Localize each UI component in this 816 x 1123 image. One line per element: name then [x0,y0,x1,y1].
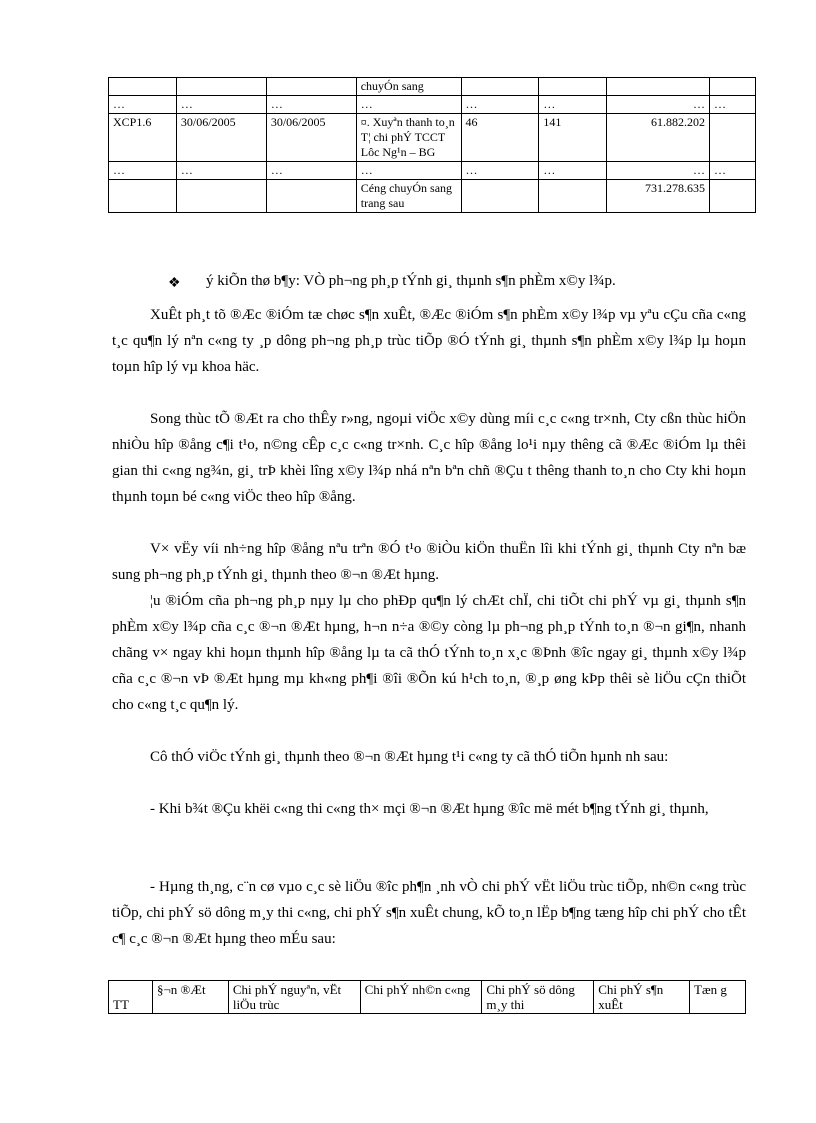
paragraph-6: - Khi b¾t ®Çu khëi c«ng thi c«ng th× mçi ®¬n ®Æt hµng ®îc më mét b¶ng tÝnh gi¸ thµnh, [150,801,709,817]
table-cell: XCP1.6 [109,114,177,162]
table-cell [109,78,177,96]
table-cell: … [109,162,177,180]
table-row [109,96,756,114]
paragraph-1: XuÊt ph¸t tõ ®Æc ®iÓm tæ chøc s¶n xuÊt, ®Æc ®iÓm s¶n phÈm x©y l¾p vµ yªu cÇu cña c«ng t¸c qu¶n lý nªn c«ng ty ¸p dông ph¬ng ph¸p trùc tiÕp ®Ó tÝnh gi¸ thµnh s¶n phÈm x©y l¾p lµ hoµn toµn hîp lý vµ khoa häc. [112,307,746,375]
paragraph-7: - Hµng th¸ng, c¨n cø vµo c¸c sè liÖu ®îc ph¶n ¸nh vÒ chi phÝ vËt liÖu trùc tiÕp, nh©n c«ng trùc tiÕp, chi phÝ sö dông m¸y thi c«ng, chi phÝ s¶n xuÊt chung, kÕ to¸n lËp b¶ng tæng hîp chi phÝ cho tÊt c¶ c¸c ®¬n ®Æt hµng theo mÉu sau: [112,879,746,947]
table-row [109,180,756,213]
table-cell [710,78,756,96]
table-cell: 30/06/2005 [266,114,356,162]
ledger-table [108,77,756,213]
table-cell: … [109,96,177,114]
table-cell: ¤. Xuyªn thanh to¸n T¦ chi phÝ TCCT Lôc Ng¹n – BG [356,114,461,162]
table-cell: 46 [461,114,539,162]
paragraph-2: Song thùc tÕ ®Æt ra cho thÊy r»ng, ngoµi viÖc x©y dùng míi c¸c c«ng tr×nh, Cty cßn thùc hiÖn nhiÒu hîp ®ång c¶i t¹o, n©ng cÊp c¸c c«ng tr×nh. C¸c hîp ®ång lo¹i nµy thêng cã ®Æc ®iÓm lµ thêi gian thi c«ng ng¾n, gi¸ trÞ khèi lîng x©y l¾p nhá nªn bªn chñ ®Çu t thêng thanh to¸n cho Cty khi hoµn thµnh toµn bé c«ng viÖc theo hîp ®ång. [112,411,746,505]
column-header: TT [109,981,153,1014]
opinion-heading: ý kiÕn thø b¶y: VÒ ph¬ng ph¸p tÝnh gi¸ thµnh s¶n phÈm x©y l¾p. [206,273,616,289]
table-cell: 141 [539,114,607,162]
table-cell: Céng chuyÓn sang trang sau [356,180,461,213]
column-header: Chi phÝ nguyªn, vËt liÖu trùc [228,981,360,1014]
table-cell: 30/06/2005 [176,114,266,162]
table-cell: … [710,162,756,180]
table-cell: … [461,96,539,114]
table-cell: … [607,162,710,180]
table-cell [539,180,607,213]
table-cell: … [539,162,607,180]
table-cell [266,78,356,96]
table-cell [176,180,266,213]
table-cell [539,78,607,96]
table-cell: … [356,96,461,114]
paragraph-4: ¦u ®iÓm cña ph¬ng ph¸p nµy lµ cho phÐp qu¶n lý chÆt chÏ, chi tiÕt chi phÝ vµ gi¸ thµnh s¶n phÈm x©y l¾p cña c¸c ®¬n ®Æt hµng, h¬n n÷a ®©y còng lµ ph¬ng ph¸p tÝnh to¸n ®¬n gi¶n, nhanh chãng v× ngay khi hoµn thµnh hîp ®ång lµ ta cã thÓ tÝnh to¸n x¸c ®Þnh ®îc ngay gi¸ thµnh x©y l¾p cña c¸c ®¬n vÞ ®Æt hµng mµ kh«ng ph¶i ®îi ®Õn kú h¹ch to¸n, ®¸p øng kÞp thêi sè liÖu cÇn thiÕt cho c«ng t¸c qu¶n lý. [112,593,746,713]
column-header: Chi phÝ s¶n xuÊt [594,981,690,1014]
table-cell [109,180,177,213]
table-cell: … [461,162,539,180]
table-cell [607,78,710,96]
column-header: Chi phÝ sö dông m¸y thi [482,981,594,1014]
table-row [109,78,756,96]
table-row [109,114,756,162]
table-cell: chuyÓn sang [356,78,461,96]
table-cell [461,180,539,213]
paragraph-5: Cô thÓ viÖc tÝnh gi¸ thµnh theo ®¬n ®Æt hµng t¹i c«ng ty cã thÓ tiÕn hµnh nh sau: [150,749,669,765]
table-cell: … [176,96,266,114]
table-cell: … [176,162,266,180]
table-header-row [109,981,746,1014]
cost-summary-table [108,980,746,1014]
table-cell [266,180,356,213]
table-cell: 731.278.635 [607,180,710,213]
table-cell [176,78,266,96]
table-cell [710,114,756,162]
table-cell: … [356,162,461,180]
table-cell: … [266,162,356,180]
table-cell: … [607,96,710,114]
bullet-diamond-icon: ❖ [168,276,181,291]
table-row [109,162,756,180]
table-cell: … [539,96,607,114]
paragraph-3: V× vËy víi nh÷ng hîp ®ång nªu trªn ®Ó t¹o ®iÒu kiÖn thuËn lîi khi tÝnh gi¸ thµnh Cty nªn bæ sung ph¬ng ph¸p tÝnh gi¸ thµnh theo ®¬n ®Æt hµng. [112,541,746,583]
table-cell: … [266,96,356,114]
table-cell: 61.882.202 [607,114,710,162]
column-header: Tæn g [690,981,746,1014]
table-cell [461,78,539,96]
column-header: Chi phÝ nh©n c«ng [360,981,482,1014]
column-header: §¬n ®Æt [152,981,228,1014]
table-cell [710,180,756,213]
table-cell: … [710,96,756,114]
